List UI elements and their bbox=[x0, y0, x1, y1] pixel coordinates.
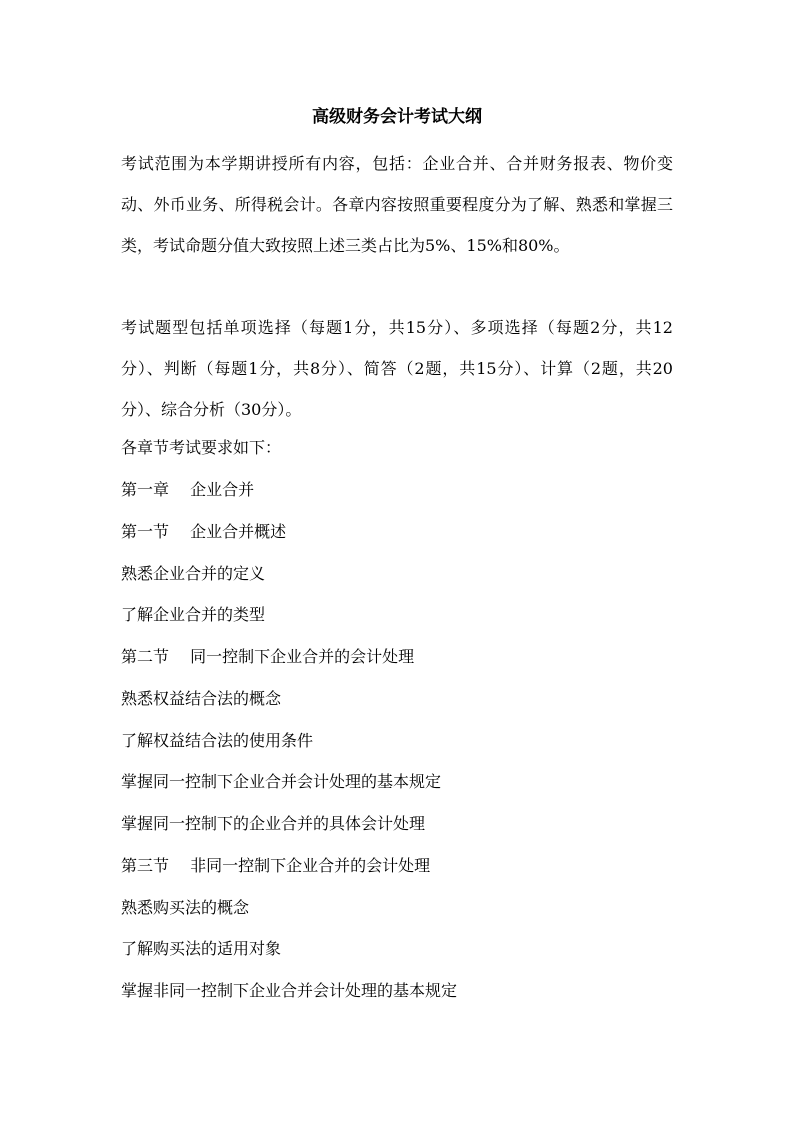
requirement-item: 了解购买法的适用对象 bbox=[121, 939, 282, 958]
chapter-heading: 第一章 企业合并 bbox=[121, 480, 255, 499]
requirement-item: 掌握同一控制下企业合并会计处理的基本规定 bbox=[121, 772, 442, 791]
requirement-item: 了解企业合并的类型 bbox=[121, 605, 266, 624]
requirement-item: 了解权益结合法的使用条件 bbox=[121, 731, 314, 750]
requirement-item: 掌握非同一控制下企业合并会计处理的基本规定 bbox=[121, 981, 458, 1000]
requirements-heading: 各章节考试要求如下： bbox=[121, 438, 282, 457]
exam-scope-paragraph: 考试范围为本学期讲授所有内容，包括：企业合并、合并财务报表、物价变动、外币业务、所得税会计。各章内容按照重要程度分为了解、熟悉和掌握三类，考试命题分值大致按照上述三类占比为5%、15%和80%。 bbox=[121, 154, 673, 255]
document-title: 高级财务会计考试大纲 bbox=[312, 107, 482, 127]
requirement-item: 熟悉权益结合法的概念 bbox=[121, 689, 282, 708]
section-heading: 第二节 同一控制下企业合并的会计处理 bbox=[121, 647, 415, 666]
requirement-item: 熟悉企业合并的定义 bbox=[121, 564, 266, 583]
section-heading: 第三节 非同一控制下企业合并的会计处理 bbox=[121, 856, 431, 875]
requirement-item: 熟悉购买法的概念 bbox=[121, 898, 250, 917]
requirement-item: 掌握同一控制下的企业合并的具体会计处理 bbox=[121, 814, 426, 833]
section-heading: 第一节 企业合并概述 bbox=[121, 522, 287, 541]
question-types-paragraph: 考试题型包括单项选择（每题1分，共15分）、多项选择（每题2分，共12分）、判断（每题1分，共8分）、简答（2题，共15分）、计算（2题，共20分）、综合分析（30分）。 bbox=[121, 318, 673, 419]
